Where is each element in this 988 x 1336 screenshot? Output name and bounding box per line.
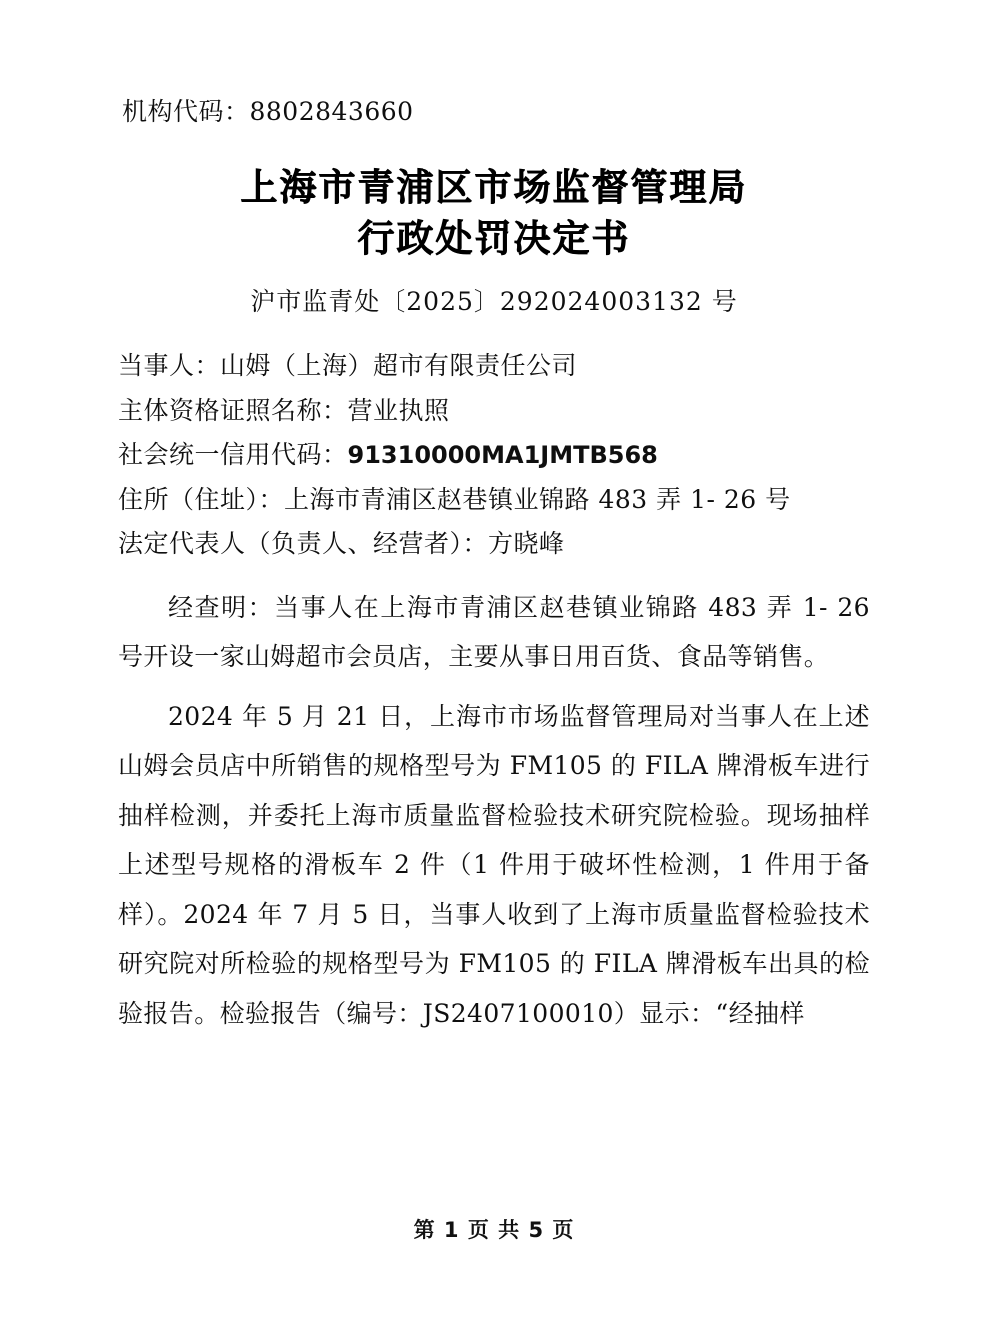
document-title xyxy=(118,162,870,264)
field-license-name-value: 营业执照 xyxy=(347,395,450,425)
title-line-doctype: 行政处罚决定书 xyxy=(357,217,631,261)
paragraph-findings: 经查明：当事人在上海市青浦区赵巷镇业锦路 483 弄 1- 26 号开设一家山姆超市会员店，主要从事日用百货、食品等销售。 xyxy=(118,592,870,672)
field-party-label: 当事人： xyxy=(118,351,221,381)
field-party xyxy=(118,344,870,389)
org-code-line: 机构代码：8802843660 xyxy=(122,97,414,126)
page-footer: 第 1 页 共 5 页 xyxy=(413,1218,575,1242)
field-party-value: 山姆（上海）超市有限责任公司 xyxy=(220,351,578,381)
field-credit-code-value: 91310000MA1JMTB568 xyxy=(347,441,658,470)
field-license-name xyxy=(118,389,870,434)
title-line-authority: 上海市青浦区市场监督管理局 xyxy=(240,166,748,209)
field-address-label: 住所（住址）： xyxy=(118,484,285,514)
paragraph-inspection: 2024 年 5 月 21 日，上海市市场监督管理局对当事人在上述山姆会员店中所销售的规格型号为 FM105 的 FILA 牌滑板车进行抽样检测，并委托上海市质量监督检验技术研究院检验。现场抽样上述型号规格的滑板车 2 件（1 件用于破坏性检测，1 件用于备样）。2024 年 7 月 5 日，当事人收到了上海市质量监督检验技术研究院对所检验的规格型号为 FM105 的 FILA 牌滑板车出具的检验报告。检验报告（编号：JS2407100010）显示：“经抽样 xyxy=(118,701,870,1028)
document-number: 沪市监青处〔2025〕292024003132 号 xyxy=(250,287,738,317)
field-address-value: 上海市青浦区赵巷镇业锦路 483 弄 1- 26 号 xyxy=(284,484,791,514)
field-legal-representative-label: 法定代表人（负责人、经营者）： xyxy=(118,529,489,559)
field-credit-code-label: 社会统一信用代码： xyxy=(118,440,348,470)
field-credit-code xyxy=(118,433,870,478)
field-legal-representative xyxy=(118,522,870,567)
field-address xyxy=(118,478,870,523)
field-license-name-label: 主体资格证照名称： xyxy=(118,395,348,425)
field-legal-representative-value: 方晓峰 xyxy=(488,529,565,559)
